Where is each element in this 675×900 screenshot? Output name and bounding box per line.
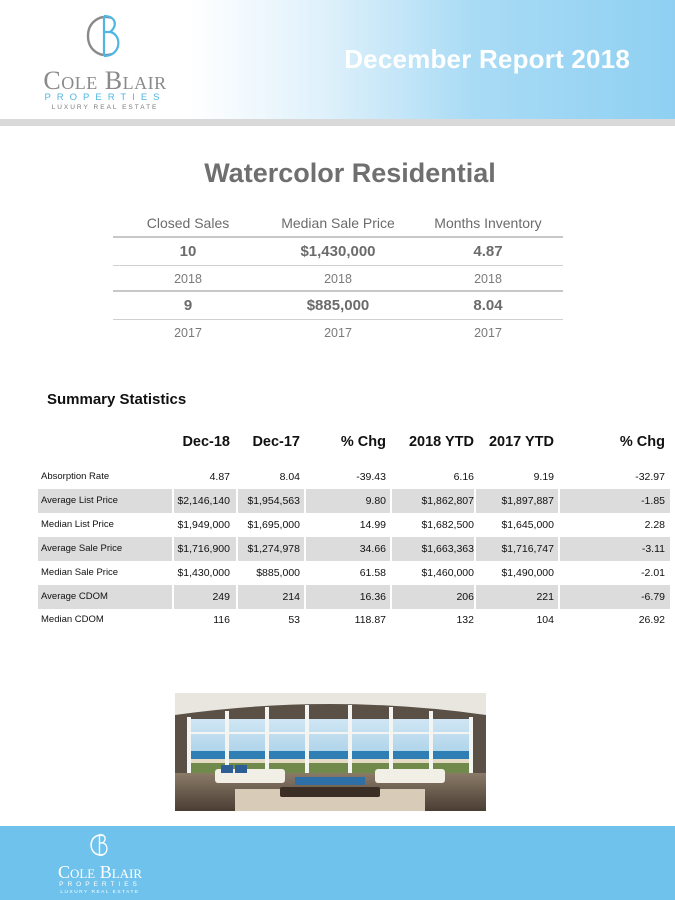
row-cell: 16.36 (359, 591, 386, 603)
row-cell: 61.58 (359, 567, 386, 579)
row-cell: 214 (282, 591, 300, 603)
report-footer (0, 826, 675, 900)
row-cell: -2.01 (641, 567, 665, 579)
row-cell: 132 (456, 614, 474, 626)
summary-cards (113, 212, 563, 346)
stats-col-header: Dec-17 (252, 434, 300, 450)
row-cell: $1,430,000 (177, 567, 230, 579)
card-value: 4.87 (473, 243, 503, 260)
row-cell: 8.04 (279, 471, 300, 483)
stats-col-header: 2017 YTD (488, 434, 554, 450)
stats-row-absorption-rate (38, 465, 670, 489)
row-cell: $1,954,563 (247, 495, 300, 507)
row-cell: $1,862,807 (421, 495, 474, 507)
stats-col-header: % Chg (340, 434, 386, 450)
row-cell: -39.43 (356, 471, 386, 483)
stats-title: Summary Statistics (47, 391, 187, 408)
living-room-image (175, 693, 486, 811)
row-cell: $1,897,887 (501, 495, 554, 507)
row-cell: 9.80 (365, 495, 386, 507)
row-cell: -32.97 (635, 471, 665, 483)
row-cell: $885,000 (256, 567, 300, 579)
row-cell: $1,695,000 (247, 519, 300, 531)
row-label: Median Sale Price (41, 567, 119, 578)
row-label: Absorption Rate (41, 471, 110, 482)
stats-col-header: Dec-18 (182, 434, 230, 450)
card-heading: Closed Sales (146, 215, 230, 231)
current-year-row (113, 266, 563, 292)
row-cell: $1,663,363 (421, 543, 474, 555)
stats-row-average-sale-price (38, 537, 670, 561)
row-cell: 4.87 (209, 471, 230, 483)
report-header (0, 0, 675, 120)
logo-tagline: LUXURY REAL ESTATE (51, 104, 159, 111)
row-cell: $1,645,000 (501, 519, 554, 531)
row-cell: 221 (536, 591, 554, 603)
card-value: $1,430,000 (300, 243, 376, 260)
row-cell: 206 (456, 591, 474, 603)
card-year: 2017 (474, 326, 502, 340)
card-value: 9 (183, 297, 193, 314)
row-cell: 116 (213, 614, 230, 626)
row-cell: -3.11 (641, 543, 665, 555)
card-heading: Months Inventory (434, 215, 542, 231)
report-title: December Report 2018 (344, 44, 630, 74)
card-heading: Median Sale Price (281, 215, 395, 231)
row-label: Average Sale Price (41, 543, 123, 554)
card-value: $885,000 (306, 297, 370, 314)
row-cell: $1,460,000 (421, 567, 474, 579)
row-cell: $1,490,000 (501, 567, 554, 579)
footer-logo (50, 832, 150, 898)
row-cell: $1,716,747 (501, 543, 554, 555)
stats-row-average-cdom (38, 585, 670, 609)
row-cell: 118.87 (354, 614, 386, 626)
stats-row-median-cdom (38, 609, 670, 631)
row-cell: 34.66 (359, 543, 386, 555)
stats-row-median-list-price (38, 513, 670, 537)
cole-blair-logo (30, 12, 180, 112)
previous-values-row (113, 292, 563, 320)
row-cell: 6.16 (453, 471, 474, 483)
stats-header (38, 434, 670, 454)
section-title: Watercolor Residential (204, 158, 496, 188)
row-cell: 2.28 (644, 519, 665, 531)
logo-brand-name: Cole Blair (43, 66, 167, 95)
footer-tagline: LUXURY REAL ESTATE (60, 890, 140, 895)
row-cell: -1.85 (641, 495, 665, 507)
row-cell: 9.19 (533, 471, 554, 483)
stats-col-header: 2018 YTD (408, 434, 474, 450)
row-cell: 104 (536, 614, 554, 626)
previous-year-row (113, 320, 563, 346)
row-cell: $1,949,000 (177, 519, 230, 531)
card-year: 2018 (324, 272, 352, 286)
card-value: 8.04 (473, 297, 503, 314)
row-cell: -6.79 (641, 591, 665, 603)
summary-cards-header (113, 212, 563, 238)
row-cell: $1,716,900 (177, 543, 230, 555)
card-value: 10 (179, 243, 197, 260)
cb-monogram-icon (82, 12, 128, 60)
card-year: 2018 (474, 272, 502, 286)
row-cell: 53 (288, 614, 300, 626)
row-label: Median CDOM (41, 614, 104, 625)
card-year: 2018 (174, 272, 202, 286)
stats-row-median-sale-price (38, 561, 670, 585)
footer-brand-sub: PROPERTIES (59, 881, 141, 888)
row-label: Average CDOM (41, 591, 108, 602)
card-year: 2017 (174, 326, 202, 340)
footer-brand-name: Cole Blair (57, 862, 143, 882)
stats-table (38, 465, 670, 631)
header-divider (0, 119, 675, 126)
row-label: Median List Price (41, 519, 114, 530)
row-cell: 14.99 (359, 519, 386, 531)
row-label: Average List Price (41, 495, 118, 506)
cb-monogram-icon (88, 832, 112, 858)
interior-photo (175, 693, 486, 811)
stats-row-average-list-price (38, 489, 670, 513)
current-values-row (113, 238, 563, 266)
row-cell: $1,274,978 (247, 543, 300, 555)
row-cell: $2,146,140 (177, 495, 230, 507)
stats-col-header: % Chg (619, 434, 665, 450)
card-year: 2017 (324, 326, 352, 340)
row-cell: 249 (212, 591, 230, 603)
logo-brand-sub: PROPERTIES (44, 92, 166, 103)
row-cell: $1,682,500 (421, 519, 474, 531)
row-cell: 26.92 (638, 614, 665, 626)
